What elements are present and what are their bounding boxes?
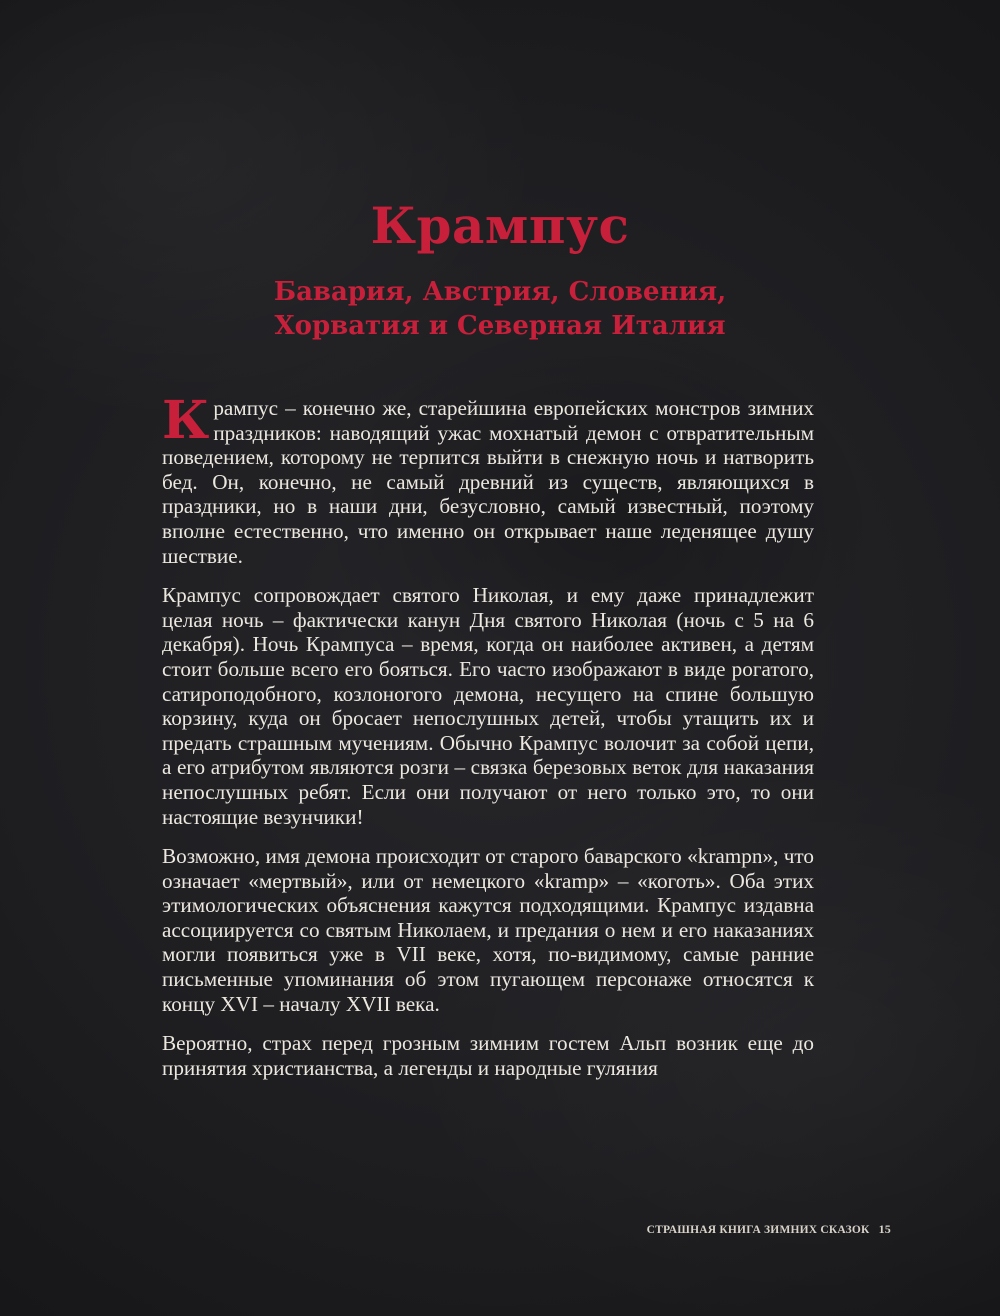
page-number: 15 (878, 1222, 891, 1236)
running-footer (647, 1222, 891, 1237)
chapter-subtitle (0, 275, 1000, 343)
paragraph-text: рампус – конечно же, старейшина европейских монстров зимних праздников: наводящий ужас мохнатый демон с отвратительным поведением, которому не терпится выйти в снежную ночь и натворить бед. Он, конечно, не самый древний из существ, являющихся в праздники, но в наши дни, безусловно, самый известный, поэтому вполне естественно, что именно он открывает наше леденящее душу шествие. (162, 396, 814, 568)
paragraph (162, 390, 814, 568)
body-text (162, 390, 814, 1095)
subtitle-line: Бавария, Австрия, Словения, (273, 277, 727, 307)
subtitle-line: Хорватия и Северная Италия (274, 311, 726, 341)
paragraph: Возможно, имя демона происходит от старого баварского «krampn», что означает «мертвый», или от немецкого «kramp» – «коготь». Оба этих этимологических объяснения кажутся подходящими. Крампус издавна ассоциируется со святым Николаем, и предания о нем и его наказаниях могли появиться уже в VII веке, хотя, по-видимому, самые ранние письменные упоминания об этом пугающем персонаже относятся к концу XVI – началу XVII века. (162, 844, 814, 1016)
drop-cap: К (162, 390, 210, 451)
chapter-title: Крампус (370, 196, 630, 255)
paragraph: Крампус сопровождает святого Николая, и ему даже принадлежит целая ночь – фактически канун Дня святого Николая (ночь с 5 на 6 декабря). Ночь Крампуса – время, когда он наиболее активен, а детям стоит больше всего его бояться. Его часто изображают в виде рогатого, сатироподобного, козлоногого демона, несущего на спине большую корзину, куда он бросает непослушных детей, чтобы утащить их и предать страшным мучениям. Обычно Крампус волочит за собой цепи, а его атрибутом являются розги – связка березовых веток для наказания непослушных ребят. Если они получают от него только это, то они настоящие везунчики! (162, 583, 814, 829)
book-title: СТРАШНАЯ КНИГА ЗИМНИХ СКАЗОК (646, 1224, 870, 1236)
paragraph: Вероятно, страх перед грозным зимним гостем Альп возник еще до принятия христианства, а легенды и народные гуляния (162, 1031, 814, 1080)
